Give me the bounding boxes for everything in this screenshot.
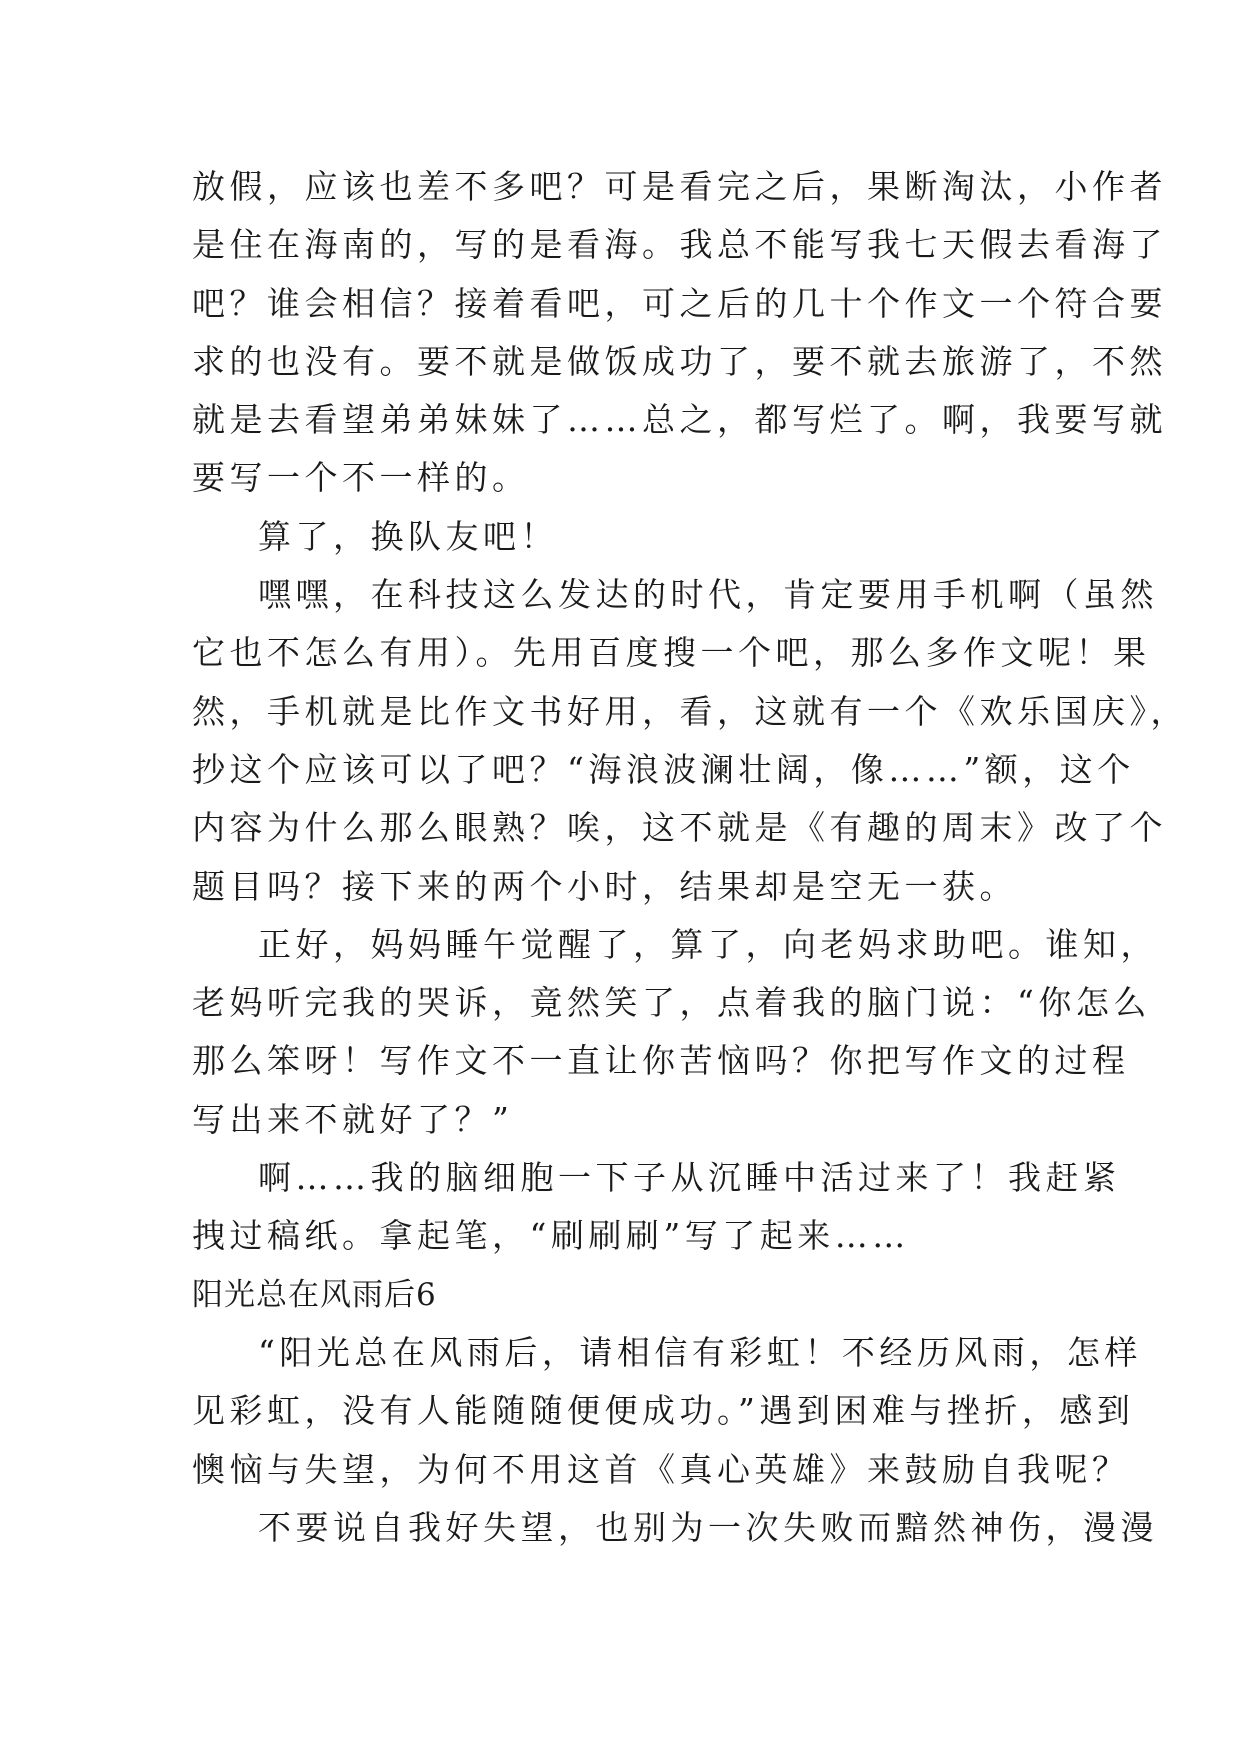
text-line: 吧？谁会相信？接着看吧，可之后的几十个作文一个符合要 — [192, 283, 1167, 323]
text-line: 老妈听完我的哭诉，竟然笑了，点着我的脑门说：“你怎么 — [192, 983, 1151, 1023]
text-line: 内容为什么那么眼熟？唉，这不就是《有趣的周末》改了个 — [192, 808, 1167, 848]
text-line: 求的也没有。要不就是做饭成功了，要不就去旅游了，不然 — [192, 341, 1167, 381]
text-line: 拽过稿纸。拿起笔，“刷刷刷”写了起来…… — [192, 1216, 910, 1256]
text-line: 那么笨呀！写作文不一直让你苦恼吗？你把写作文的过程 — [192, 1041, 1130, 1081]
text-line: 正好，妈妈睡午觉醒了，算了，向老妈求助吧。谁知， — [258, 924, 1158, 964]
paragraph — [192, 508, 1062, 566]
text-line: 要写一个不一样的。 — [192, 458, 530, 498]
text-line: 见彩虹，没有人能随随便便成功。”遇到困难与挫折，感到 — [192, 1391, 1135, 1431]
text-line: 是住在海南的，写的是看海。我总不能写我七天假去看海了 — [192, 225, 1167, 265]
text-line: 啊……我的脑细胞一下子从沉睡中活过来了！我赶紧 — [258, 1158, 1121, 1198]
text-line: 就是去看望弟弟妹妹了……总之，都写烂了。啊，我要写就 — [192, 400, 1167, 440]
paragraph — [192, 916, 1158, 1149]
section-title: 阳光总在风雨后6 — [192, 1276, 437, 1313]
text-line: 算了，换队友吧！ — [258, 516, 558, 556]
text-line: 写出来不就好了？” — [192, 1099, 514, 1139]
text-line: “阳光总在风雨后，请相信有彩虹！不经历风雨，怎样 — [258, 1332, 1142, 1372]
paragraph — [192, 566, 1188, 916]
text-line: 不要说自我好失望，也别为一次失败而黯然神伤，漫漫 — [258, 1507, 1158, 1547]
paragraph — [192, 158, 1167, 508]
paragraph — [192, 1499, 1158, 1557]
text-line: 然，手机就是比作文书好用，看，这就有一个《欢乐国庆》， — [192, 691, 1188, 731]
text-line: 抄这个应该可以了吧？“海浪波澜壮阔，像……”额，这个 — [192, 749, 1135, 789]
text-line: 放假，应该也差不多吧？可是看完之后，果断淘汰，小作者 — [192, 167, 1167, 206]
text-line: 嘿嘿，在科技这么发达的时代，肯定要用手机啊（虽然 — [258, 575, 1158, 615]
document-body — [192, 158, 1188, 1557]
text-line: 它也不怎么有用）。先用百度搜一个吧，那么多作文呢！果 — [192, 633, 1151, 673]
paragraph — [192, 1149, 1121, 1266]
text-line: 题目吗？接下来的两个小时，结果却是空无一获。 — [192, 866, 1017, 906]
paragraph — [192, 1324, 1142, 1499]
text-line: 懊恼与失望，为何不用这首《真心英雄》来鼓励自我呢？ — [192, 1449, 1130, 1489]
